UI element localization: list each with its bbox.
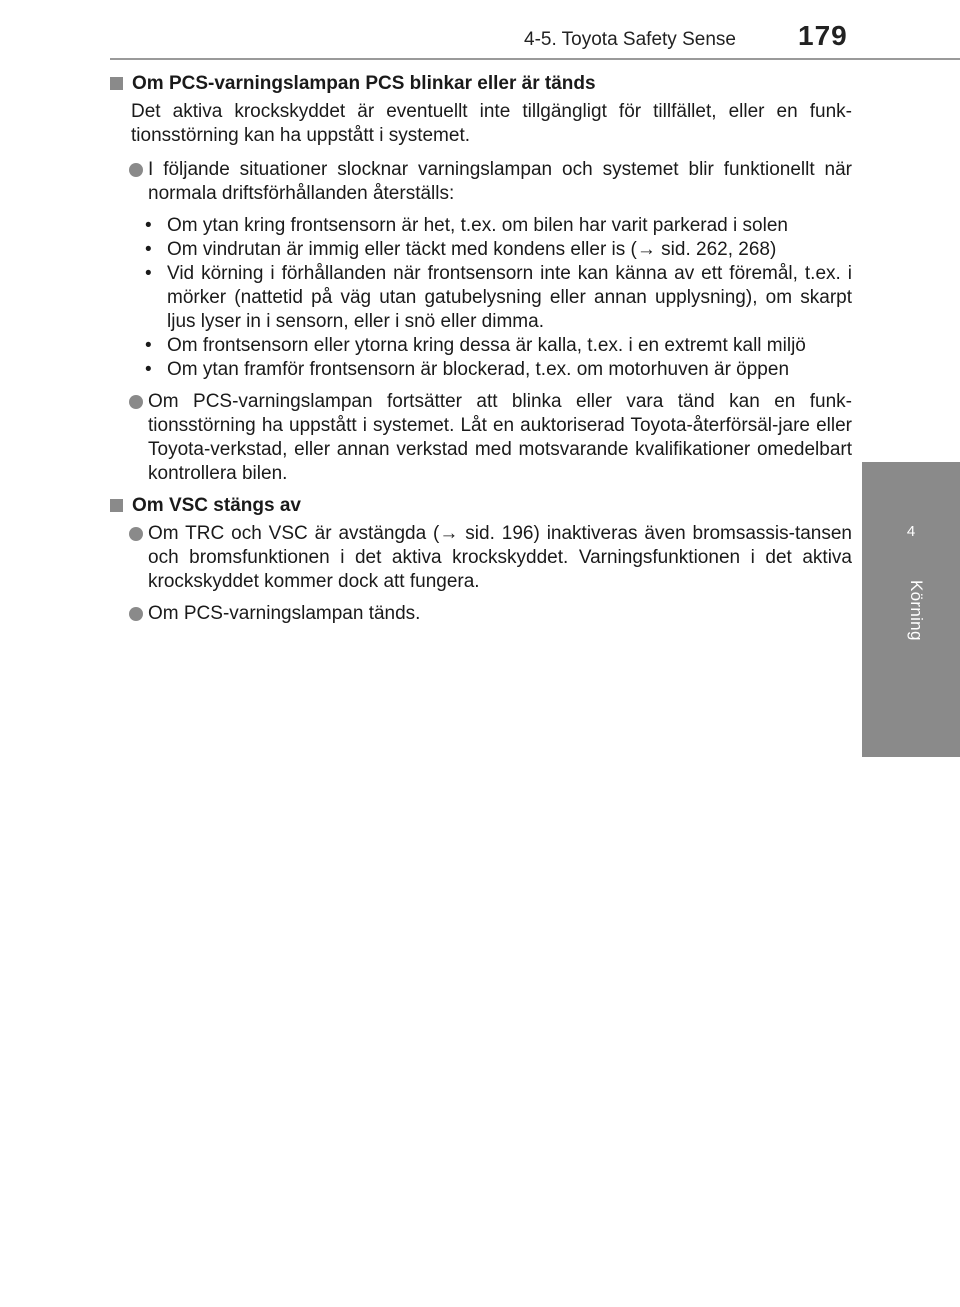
list-item: I följande situationer slocknar varningslampan och systemet blir funktionellt när normala driftsförhållanden återställs: — [110, 158, 852, 206]
circle-bullet-icon — [129, 395, 143, 409]
section-pcs-lamp — [110, 72, 852, 486]
header-divider — [110, 58, 960, 60]
section-heading: Om VSC stängs av — [110, 494, 852, 518]
list-item: Om PCS-varningslampan tänds. — [110, 602, 852, 626]
list-item: • Om frontsensorn eller ytorna kring dessa är kalla, t.ex. i en extremt kall miljö — [145, 335, 806, 356]
section-title: 4-5. Toyota Safety Sense — [524, 29, 736, 50]
square-bullet-icon — [110, 77, 123, 90]
chapter-tab — [862, 462, 960, 757]
list-item: • Om ytan kring frontsensorn är het, t.ex. om bilen har varit parkerad i solen — [145, 215, 788, 236]
list-item: Om TRC och VSC är avstängda (→ sid. 196) inaktiveras även bromsassis-tansen och bromsfunktionen i det aktiva krockskyddet. Varningsfunktionen i det aktiva krockskyddet kommer dock att fungera. — [110, 522, 852, 594]
page-number: 179 — [798, 20, 848, 51]
circle-bullet-icon — [129, 163, 143, 177]
page-content — [110, 72, 852, 634]
section-vsc-off — [110, 494, 852, 626]
condition-list — [110, 214, 852, 382]
page-header — [0, 0, 960, 60]
circle-bullet-icon — [129, 607, 143, 621]
circle-bullet-icon — [129, 527, 143, 541]
square-bullet-icon — [110, 499, 123, 512]
list-item: • Vid körning i förhållanden när frontsensorn inte kan känna av ett föremål, t.ex. i mörker (nattetid på väg utan gatubelysning eller annan upplysning), om skarpt ljus lyser in i sensorn, eller i snö eller dimma. — [145, 263, 852, 332]
list-item: • Om ytan framför frontsensorn är blockerad, t.ex. om motorhuven är öppen — [145, 359, 790, 380]
chapter-label: Körning — [907, 580, 926, 641]
section-intro: Det aktiva krockskyddet är eventuellt inte tillgängligt för tillfället, eller en funk-tionsstörning kan ha uppstått i systemet. — [131, 101, 852, 146]
list-item: • Om vindrutan är immig eller täckt med kondens eller is (→ sid. 262, 268) — [145, 239, 777, 260]
chapter-number: 4 — [906, 523, 916, 540]
section-heading: Om PCS-varningslampan PCS blinkar eller är tänds — [110, 72, 852, 96]
list-item: Om PCS-varningslampan fortsätter att blinka eller vara tänd kan en funk-tionsstörning ha uppstått i systemet. Låt en auktoriserad Toyota-återförsäl-jare eller Toyota-verkstad, eller annan verkstad med motsvarande kvalifikationer omedelbart kontrollera bilen. — [110, 390, 852, 486]
